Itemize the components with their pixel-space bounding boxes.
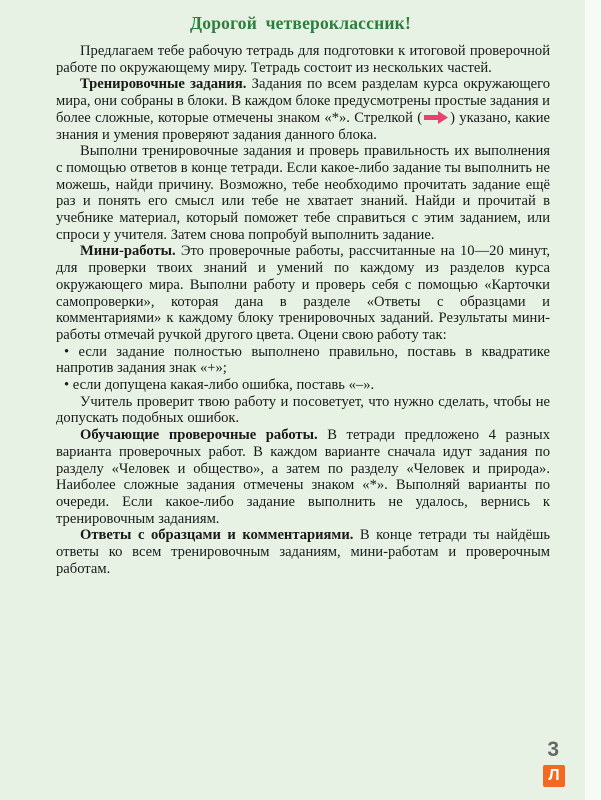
- right-arrow-icon: [423, 110, 449, 125]
- training-instructions-paragraph: Выполни тренировочные задания и проверь правильность их выполнения с помощью ответов в конце тетради. Если какое-либо задание ты выполнить не можешь, найди причину. Возможно, тебе необходимо прочитать задание ещё раз и понять его смысл или тебе не хватает знаний. Найди и прочитай в учебнике материал, который поможет тебе справиться с этим заданием, или спроси у учителя. Затем снова попробуй выполнить задание.: [56, 143, 550, 243]
- answers-heading: Ответы с образцами и комментариями.: [80, 527, 354, 544]
- training-tasks-heading: Тренировочные задания.: [80, 76, 247, 93]
- publisher-logo: Л: [543, 765, 565, 787]
- mini-works-paragraph: Мини-работы. Это проверочные работы, рассчитанные на 10—20 минут, для проверки твоих знаний и умений по каждому из разделов курса окружающего мира. Выполни работу и проверь себя с помощью «Карточки самопроверки», которая дана в разделе «Ответы с образцами и комментариями» к каждому блоку тренировочных заданий. Результаты мини-работы отмечай ручкой другого цвета. Оцени свою работу так:: [56, 243, 550, 343]
- intro-paragraph: Предлагаем тебе рабочую тетрадь для подготовки к итоговой проверочной работе по окружающему миру. Тетрадь состоит из нескольких частей.: [56, 43, 550, 76]
- test-works-heading: Обучающие проверочные работы.: [80, 427, 318, 444]
- test-works-paragraph: Обучающие проверочные работы. В тетради предложено 4 разных варианта проверочных работ. В каждом варианте сначала идут задания по разделу «Человек и общество», а затем по разделу «Человек и природа». Наиболее сложные задания отмечены знаком «*». Выполняй варианты по очереди. Если какое-либо задание выполнить не удалось, вернись к тренировочным заданиям.: [56, 427, 550, 527]
- mini-works-heading: Мини-работы.: [80, 243, 176, 260]
- training-tasks-paragraph: Тренировочные задания. Задания по всем разделам курса окружающего мира, они собраны в блоки. В каждом блоке предусмотрены простые задания и более сложные, которые отмечены знаком «*». Стрелкой ( ) указано, какие знания и умения проверяют задания данного блока.: [56, 76, 551, 143]
- page-edge: [585, 0, 601, 800]
- page-title: Дорогой четвероклассник!: [190, 13, 411, 33]
- page-number: 3: [547, 738, 559, 761]
- teacher-paragraph: Учитель проверит твою работу и посоветует, что нужно сделать, чтобы не допускать подобных ошибок.: [56, 393, 550, 427]
- page-body: [56, 43, 550, 578]
- answers-paragraph: Ответы с образцами и комментариями. В конце тетради ты найдёшь ответы ко всем тренировочным заданиям, мини-работам и проверочным работам.: [56, 527, 550, 577]
- bullet-item-minus: • если допущена какая-либо ошибка, поставь «–».: [64, 377, 375, 394]
- bullet-item-plus: • если задание полностью выполнено правильно, поставь в квадратике напротив задания знак «+»;: [56, 343, 550, 377]
